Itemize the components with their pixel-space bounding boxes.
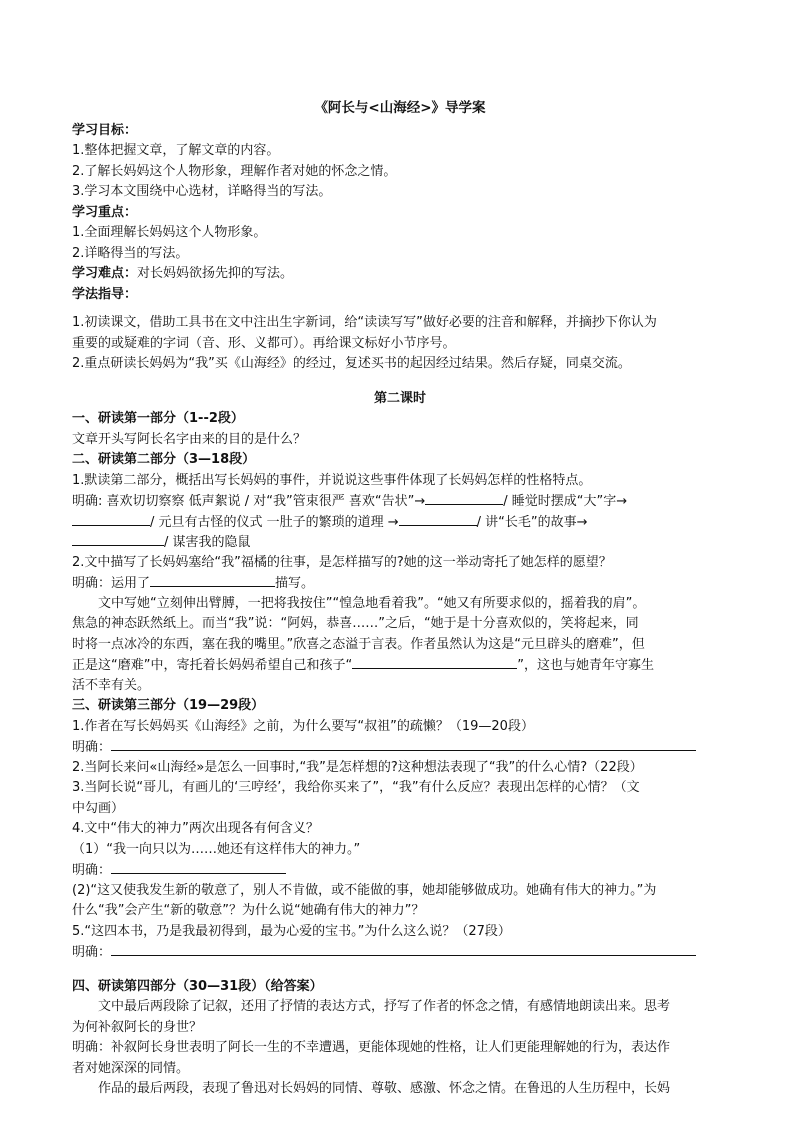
paragraph-line: 为何补叙阿长的身世？ [72, 1019, 203, 1035]
answer-label: 明确： [72, 945, 112, 960]
difficulty-label: 学习难点： [72, 266, 138, 281]
answer-line-3 [72, 532, 728, 553]
answer-text: / 谋害我的隐鼠 [164, 535, 251, 550]
document-title: 《阿长与<山海经>》导学案 [314, 100, 486, 116]
answer-label: 明确： [72, 740, 112, 755]
answer-line-2 [72, 512, 728, 533]
answer-text: 描写。 [275, 576, 315, 591]
answer-line-1 [72, 491, 728, 512]
goal-item-3: 3.学习本文围绕中心选材，详略得当的写法。 [72, 184, 332, 199]
goal-item-2: 2.了解长妈妈这个人物形象，理解作者对她的怀念之情。 [72, 163, 397, 179]
answer-line-4 [72, 573, 728, 594]
fill-blank[interactable] [72, 512, 150, 526]
fill-blank[interactable] [150, 573, 275, 587]
answer-line [72, 942, 728, 963]
paragraph-line: 时将一点冰冷的东西，塞在我的嘴里。”欣喜之态溢于言表。作者虽然认为这是“元旦辟头的磨难”，但 [72, 636, 645, 652]
goal-item-1: 1.整体把握文章，了解文章的内容。 [72, 143, 280, 158]
key-points-heading: 学习重点： [72, 204, 138, 220]
fill-blank[interactable] [425, 491, 503, 505]
section-3-question-5: 5.“这四本书，乃是我最初得到，最为心爱的宝书。”为什么这么说？（27段） [72, 923, 511, 939]
section-2-heading: 二、研读第二部分（3—18段） [72, 452, 256, 467]
fill-blank[interactable] [111, 942, 696, 956]
fill-blank[interactable] [399, 512, 477, 526]
answer-text: / 睡觉时摆成“大”字→ [503, 494, 628, 509]
answer-line [72, 737, 728, 758]
fill-blank[interactable] [352, 655, 517, 669]
section-3-question-4-1: （1）“我一向只以为……她还有这样伟大的神力。” [72, 841, 361, 857]
spacer [72, 305, 728, 313]
section-3-question-4-2a: (2)“这又使我发生新的敬意了，别人不肯做，或不能做的事，她却能够做成功。她确有伟大的神力。”为 [72, 882, 657, 898]
worksheet-page [72, 98, 728, 1100]
key-point-2: 2.详略得当的写法。 [72, 245, 189, 261]
difficulty-line [72, 264, 728, 285]
spacer [72, 963, 728, 977]
section-3-question-1: 1.作者在写长妈妈买《山海经》之前，为什么要写“叔祖”的疏懒？（19—20段） [72, 718, 534, 734]
answer-text: / 讲“长毛”的故事→ [476, 514, 588, 530]
section-3-question-4: 4.文中“伟大的神力”两次出现各有何含义？ [72, 821, 319, 836]
paragraph-line: 者对她深深的同情。 [72, 1060, 190, 1076]
paragraph-line: 作品的最后两段，表现了鲁迅对长妈妈的同情、尊敬、感激、怀念之情。在鲁迅的人生历程中，长妈 [98, 1081, 671, 1096]
method-text-1b: 重要的或疑难的字词（音、形、义都可）。再给课文标好小节序号。 [72, 335, 456, 351]
answer-label: 明确： [72, 863, 112, 878]
paragraph-line [72, 655, 728, 676]
spacer [72, 375, 728, 389]
method-heading: 学法指导： [72, 286, 138, 302]
answer-text: 正是这“磨难”中，寄托着长妈妈希望自己和孩子“ [72, 658, 353, 673]
answer-text: 明确: 喜欢切切察察 低声絮说 / 对“我”管束很严 喜欢“告状”→ [72, 494, 426, 509]
paragraph-line: 焦急的神态跃然纸上。而当“我”说：“阿妈，恭喜……”之后，“她于是十分喜欢似的，笑将起来，同 [72, 616, 639, 631]
lesson-heading: 第二课时 [373, 390, 426, 406]
section-3-question-4-2b: 什么“我”会产生“新的敬意”？为什么说“她确有伟大的神力”？ [72, 903, 425, 918]
section-2-question-2: 2.文中描写了长妈妈塞给“我”福橘的往事，是怎样描写的?她的这一举动寄托了她怎样的愿望？ [72, 554, 612, 570]
paragraph-line: 明确：补叙阿长身世表明了阿长一生的不幸遭遇，更能体现她的性格，让人们更能理解她的行为，表达作 [72, 1040, 671, 1055]
section-3-question-2: 2.当阿长来问«山海经»是怎么一回事时,“我”是怎样想的?这种想法表现了“我”的什么心情?（22段） [72, 759, 643, 775]
answer-text: / 元旦有古怪的仪式 一肚子的繁琐的道理 → [150, 514, 399, 530]
paragraph-line: 文中写她“立刻伸出臂膊，一把将我按住”“惶急地看着我”。“她又有所要求似的，摇着我的肩”。 [98, 595, 646, 611]
key-point-1: 1.全面理解长妈妈这个人物形象。 [72, 225, 267, 240]
section-2-question-1: 1.默读第二部分，概括出写长妈妈的事件，并说说这些事件体现了长妈妈怎样的性格特点。 [72, 472, 592, 488]
fill-blank[interactable] [111, 737, 696, 751]
fill-blank[interactable] [72, 532, 164, 546]
difficulty-text: 对长妈妈欲扬先抑的写法。 [137, 266, 294, 281]
paragraph-line: 文中最后两段除了记叙，还用了抒情的表达方式，抒写了作者的怀念之情，有感情地朗读出来。思考 [98, 999, 671, 1014]
method-text-2: 2.重点研读长妈妈为“我”买《山海经》的经过，复述买书的起因经过结果。然后存疑，同桌交流。 [72, 356, 631, 371]
section-3-heading: 三、研读第三部分（19—29段） [72, 698, 265, 713]
goals-heading: 学习目标： [72, 122, 138, 138]
answer-line [72, 860, 728, 881]
paragraph-line: 活不幸有关。 [72, 677, 151, 693]
section-1-question: 文章开头写阿长名字由来的目的是什么？ [72, 431, 307, 447]
answer-text: ”，这也与她青年守寡生 [517, 658, 654, 673]
section-3-question-3b: 中勾画） [72, 800, 125, 816]
fill-blank[interactable] [111, 860, 286, 874]
section-1-heading: 一、研读第一部分（1--2段） [72, 411, 244, 426]
section-3-question-3a: 3.当阿长说“哥儿，有画儿的‘三哼经’，我给你买来了”，“我”有什么反应？表现出怎样的心情？（文 [72, 780, 640, 795]
method-text-1a: 1.初读课文，借助工具书在文中注出生字新词，给“读读写写”做好必要的注音和解释，并摘抄下你认为 [72, 315, 657, 330]
answer-text: 明确：运用了 [72, 576, 151, 591]
section-4-heading: 四、研读第四部分（30—31段）（给答案） [72, 978, 323, 994]
